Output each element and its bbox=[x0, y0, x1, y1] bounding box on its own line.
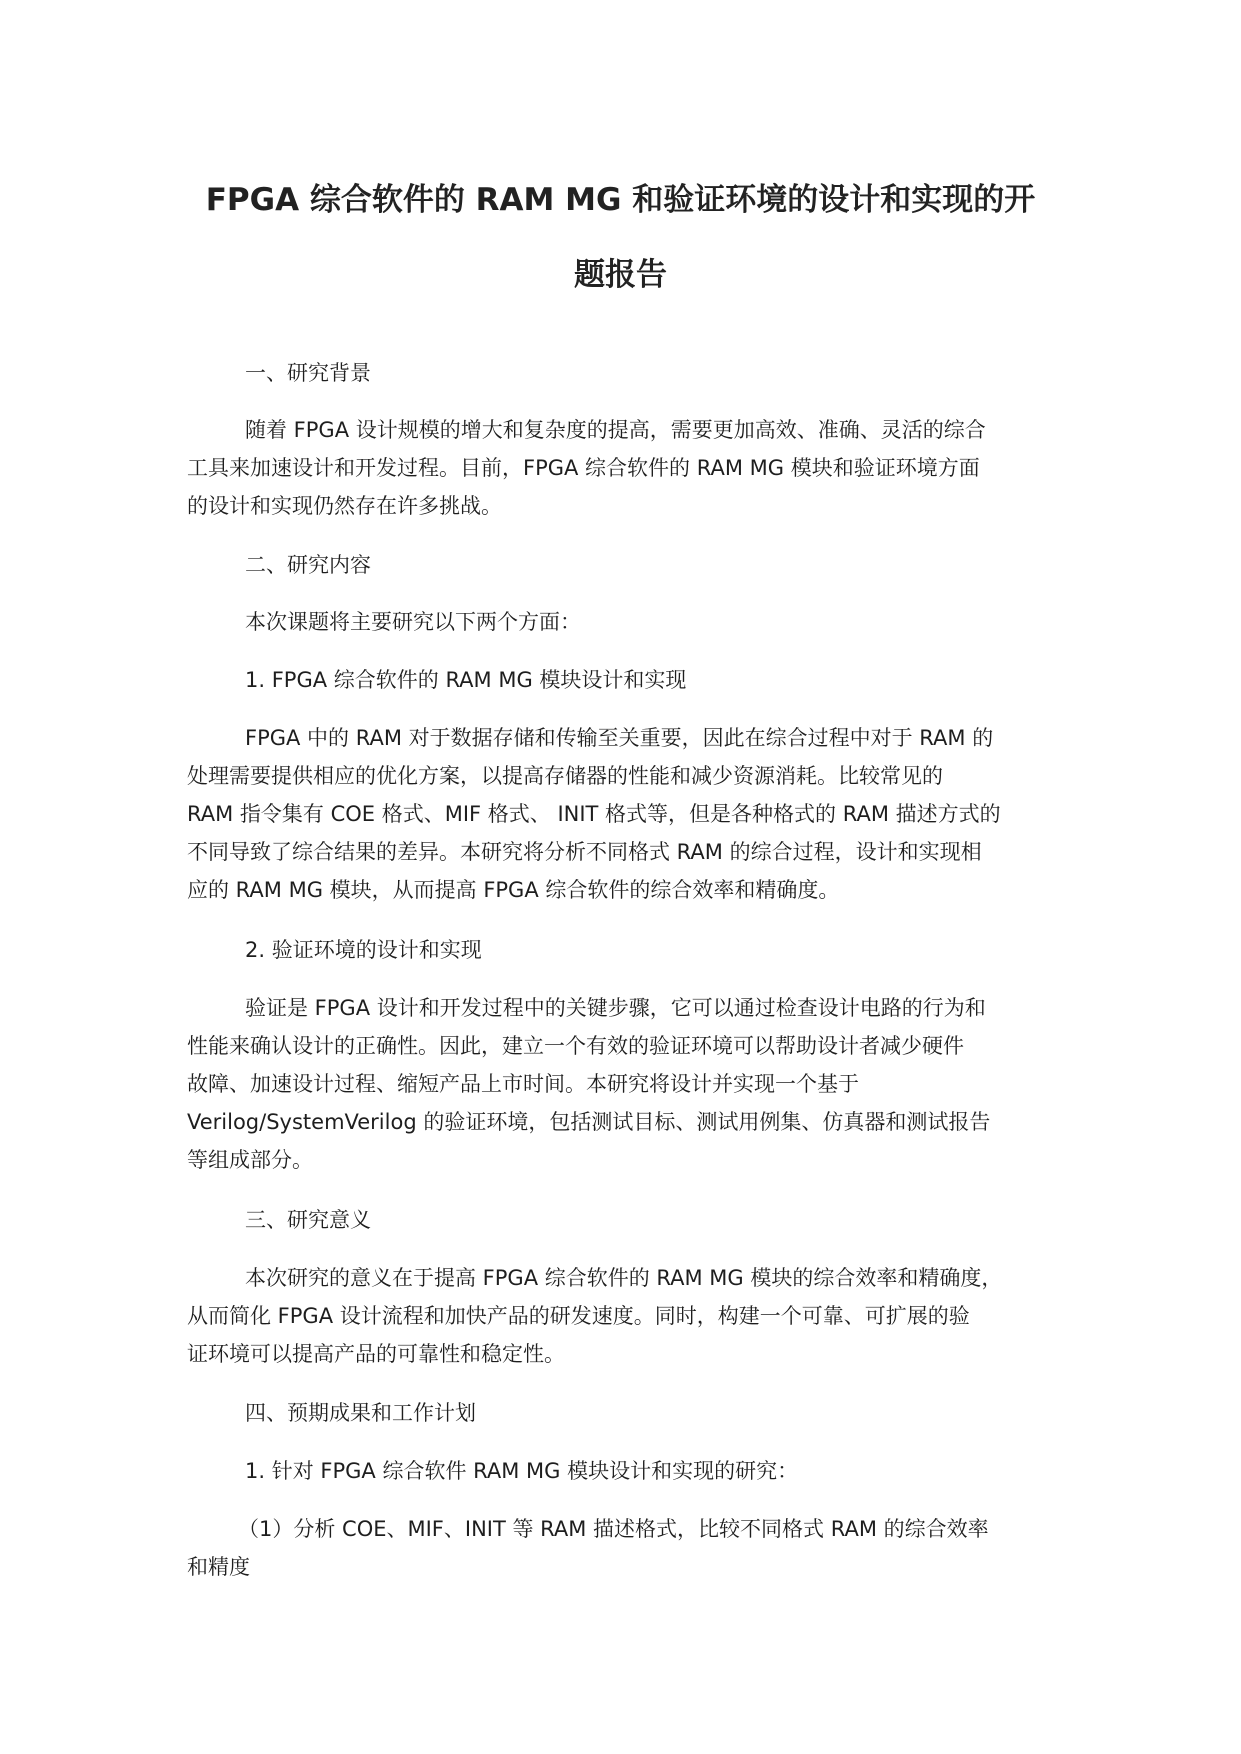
document-title-line-2: 题报告 bbox=[574, 257, 667, 293]
section-heading-background: 一、研究背景 bbox=[245, 361, 371, 385]
paragraph-line: 性能来确认设计的正确性。因此，建立一个有效的验证环境可以帮助设计者减少硬件 bbox=[187, 1034, 964, 1058]
paragraph-line: 应的 RAM MG 模块，从而提高 FPGA 综合软件的综合效率和精确度。 bbox=[187, 878, 840, 902]
paragraph-line: 随着 FPGA 设计规模的增大和复杂度的提高，需要更加高效、准确、灵活的综合 bbox=[245, 418, 986, 442]
paragraph-line: 的设计和实现仍然存在许多挑战。 bbox=[187, 494, 502, 518]
subsection-heading-verification: 2. 验证环境的设计和实现 bbox=[245, 938, 482, 962]
subsection-heading-plan-1: 1. 针对 FPGA 综合软件 RAM MG 模块设计和实现的研究： bbox=[245, 1459, 799, 1483]
paragraph-line: RAM 指令集有 COE 格式、MIF 格式、 INIT 格式等，但是各种格式的 RAM 描述方式的 bbox=[187, 802, 1001, 826]
section-heading-significance: 三、研究意义 bbox=[245, 1208, 371, 1232]
paragraph-line: 验证是 FPGA 设计和开发过程中的关键步骤，它可以通过检查设计电路的行为和 bbox=[245, 996, 986, 1020]
document-title-line-1: FPGA 综合软件的 RAM MG 和验证环境的设计和实现的开 bbox=[205, 182, 1036, 218]
paragraph-line: Verilog/SystemVerilog 的验证环境，包括测试目标、测试用例集、仿真器和测试报告 bbox=[187, 1110, 991, 1134]
paragraph-line: FPGA 中的 RAM 对于数据存储和传输至关重要，因此在综合过程中对于 RAM 的 bbox=[245, 726, 994, 750]
paragraph-line: 等组成部分。 bbox=[187, 1148, 313, 1172]
paragraph-line: 从而简化 FPGA 设计流程和加快产品的研发速度。同时，构建一个可靠、可扩展的验 bbox=[187, 1304, 970, 1328]
paragraph-line: 故障、加速设计过程、缩短产品上市时间。本研究将设计并实现一个基于 bbox=[187, 1072, 859, 1096]
paragraph-line: 证环境可以提高产品的可靠性和稳定性。 bbox=[187, 1342, 565, 1366]
paragraph-line: 和精度 bbox=[187, 1555, 250, 1579]
subsection-heading-ram-mg: 1. FPGA 综合软件的 RAM MG 模块设计和实现 bbox=[245, 668, 687, 692]
paragraph-line: （1）分析 COE、MIF、INIT 等 RAM 描述格式，比较不同格式 RAM 的综合效率 bbox=[238, 1517, 989, 1541]
section-heading-content: 二、研究内容 bbox=[245, 553, 371, 577]
section-heading-plan: 四、预期成果和工作计划 bbox=[245, 1401, 476, 1425]
paragraph-line: 工具来加速设计和开发过程。目前，FPGA 综合软件的 RAM MG 模块和验证环境方面 bbox=[187, 456, 980, 480]
paragraph-line: 本次课题将主要研究以下两个方面： bbox=[245, 610, 581, 634]
paragraph-line: 本次研究的意义在于提高 FPGA 综合软件的 RAM MG 模块的综合效率和精确度， bbox=[245, 1266, 1003, 1290]
paragraph-line: 不同导致了综合结果的差异。本研究将分析不同格式 RAM 的综合过程，设计和实现相 bbox=[187, 840, 982, 864]
paragraph-line: 处理需要提供相应的优化方案，以提高存储器的性能和减少资源消耗。比较常见的 bbox=[187, 764, 943, 788]
